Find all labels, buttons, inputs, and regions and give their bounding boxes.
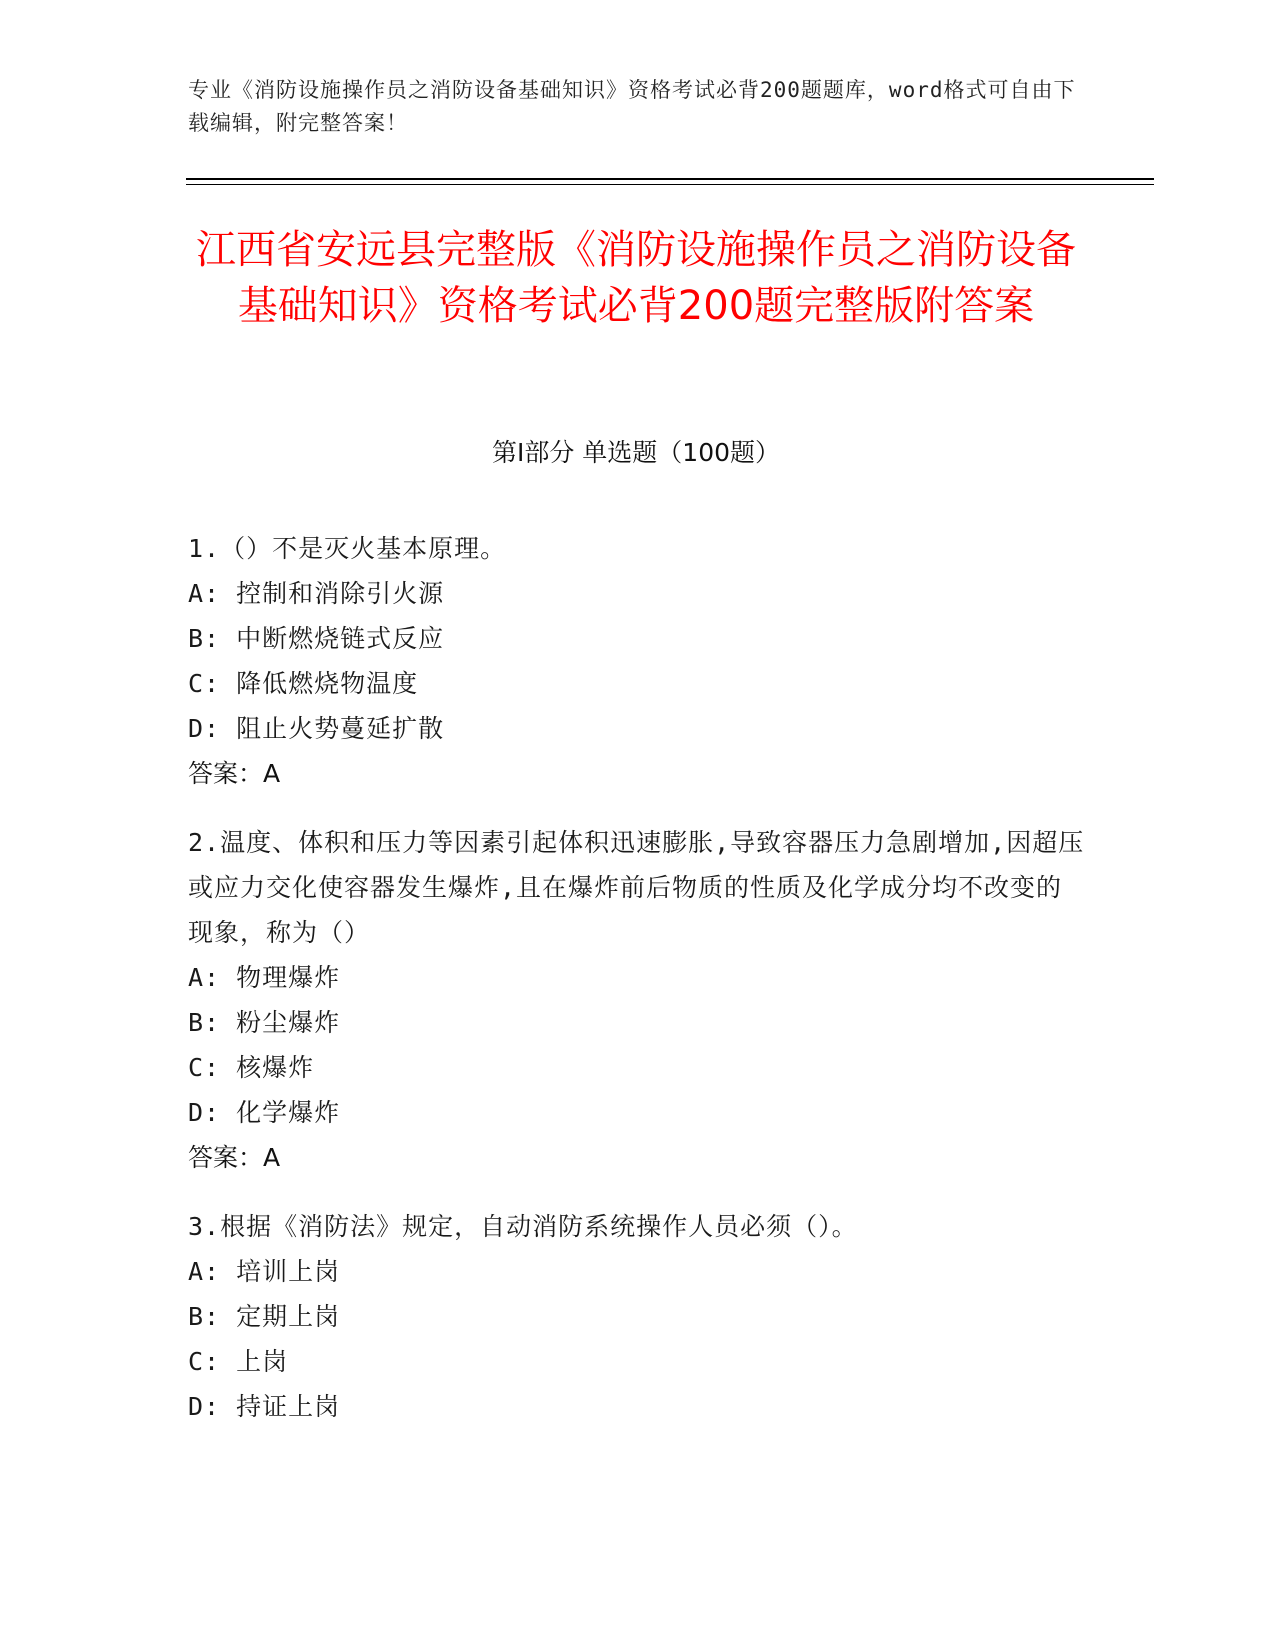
section-heading: 第Ⅰ部分 单选题（100题） (491, 438, 781, 467)
option-b: B: 定期上岗 (188, 1302, 341, 1331)
option-c: C: 核爆炸 (188, 1053, 315, 1082)
question-3 (188, 1204, 1088, 1429)
question-stem: 2.温度、体积和压力等因素引起体积迅速膨胀,导致容器压力急剧增加,因超压或应力交化使容器发生爆炸,且在爆炸前后物质的性质及化学成分均不改变的现象，称为（） (188, 828, 1085, 947)
question-stem: 1.（）不是灭火基本原理。 (188, 534, 507, 563)
option-d: D: 阻止火势蔓延扩散 (188, 714, 445, 743)
question-stem: 3.根据《消防法》规定，自动消防系统操作人员必须（）。 (188, 1212, 858, 1241)
option-a: A: 培训上岗 (188, 1257, 341, 1286)
option-b: B: 中断燃烧链式反应 (188, 624, 445, 653)
option-d: D: 化学爆炸 (188, 1098, 341, 1127)
option-d: D: 持证上岗 (188, 1392, 341, 1421)
option-c: C: 上岗 (188, 1347, 289, 1376)
question-list (188, 526, 1088, 1453)
question-2 (188, 820, 1088, 1180)
header-divider-thick (186, 178, 1154, 180)
answer-line: 答案：A (188, 759, 281, 788)
question-1 (188, 526, 1088, 796)
option-b: B: 粉尘爆炸 (188, 1008, 341, 1037)
document-title: 江西省安远县完整版《消防设施操作员之消防设备基础知识》资格考试必背200题完整版附答案 (196, 227, 1076, 329)
option-a: A: 控制和消除引火源 (188, 579, 445, 608)
header-divider-thin (186, 184, 1154, 185)
option-a: A: 物理爆炸 (188, 963, 341, 992)
option-c: C: 降低燃烧物温度 (188, 669, 419, 698)
header-note: 专业《消防设施操作员之消防设备基础知识》资格考试必背200题题库，word格式可自由下载编辑，附完整答案！ (188, 78, 1076, 135)
answer-line: 答案：A (188, 1143, 281, 1172)
